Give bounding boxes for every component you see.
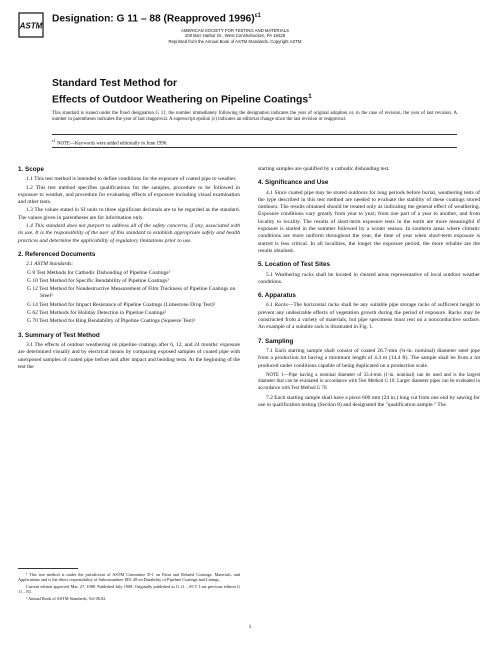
editorial-note xyxy=(52,138,167,147)
section-heading: 3. Summary of Test Method xyxy=(18,331,100,339)
paragraph: 3.1 The effects of outdoor weathering on pipeline coatings after 6, 12, and 24 months' exposure are determined visually and by electrical means by comparing exposed samples of coated pipe with unexposed samples of coated pipe before and after impact and bending tests. At the beginning of the test the xyxy=(18,341,240,370)
paragraph: 4.1 Since coated pipe may be stored outdoors for long periods before burial, weathering tests of the type described in this test method are needed to evaluate the stability of these coatings stored outdoors. The results obtained should be treated only as indicating the general effect of weathering. Exposure conditions vary greatly from year to year; from one part of a year to another, and from locality to locality. The results of short-term exposure tests in the north are more meaningful if exposure is started in the summer followed by a winter season. In southern areas where climatic conditions are more uniform throughout the year, the time of year when short-term exposure is started is less critical. In all localities, the longer the exposure period, the more reliable are the results obtained. xyxy=(258,189,480,254)
section-heading: 5. Location of Test Sites xyxy=(258,261,330,269)
title-line-1: Standard Test Method for xyxy=(52,78,178,89)
designation xyxy=(52,13,261,24)
publisher-line: AMERICAN SOCIETY FOR TESTING AND MATERIALS xyxy=(181,28,289,33)
reference-item: G 62 Test Methods for Holiday Detection in Pipeline Coatings² xyxy=(27,310,167,317)
publisher-block xyxy=(130,28,340,44)
subheading: 2.1 ASTM Standards: xyxy=(26,261,74,268)
section-heading: 6. Apparatus xyxy=(258,292,296,300)
section-heading: 1. Scope xyxy=(18,166,44,173)
paragraph: 7.1 Each starting sample shall consist of coated 26.7-mm (¾-in. nominal) diameter steel pipe from a production lot having a minimum length of 4.4 m (14.4 ft). The sample shall be from a lot produced under conditions capable of being duplicated on a production scale. xyxy=(258,347,480,369)
paragraph-continued: starting samples are qualified by a cathodic disbonding test. xyxy=(258,166,390,172)
paragraph: 5.1 Weathering racks shall be located in cleared areas representative of local outdoor weather conditions. xyxy=(258,271,480,285)
title-line-2 xyxy=(52,91,312,107)
document-title xyxy=(52,78,312,106)
paragraph: 1.4 This standard does not purport to address all of the safety concerns, if any, associated with its use. It is the responsibility of the user of this standard to establish appropriate safety and health practices and determine the applicability of regulatory limitations prior to use. xyxy=(18,223,240,244)
footnotes xyxy=(18,572,240,602)
right-column xyxy=(258,166,480,411)
editorial-note-text: NOTE—Keywords were added editorially in June 1996. xyxy=(55,141,168,147)
reference-item: G 10 Test Method for Specific Bendability of Pipeline Coatings² xyxy=(27,277,169,284)
title-line-2-text: Effects of Outdoor Weathering on Pipeline Coatings xyxy=(52,93,309,105)
footnote-divider xyxy=(18,568,78,569)
footnote: ¹ This test method is under the jurisdiction of ASTM Committee D-1 on Paint and Related Coatings, Materials, and Applications and is the direct responsibility of Subcommittee D01.48 on Durability of Pipeline Coatings and Linings. xyxy=(18,572,240,583)
reference-item: G 12 Test Method for Nondestructive Measurement of Film Thickness of Pipeline Coatings on Steel² xyxy=(27,286,236,300)
editorial-note-sup: ε1 xyxy=(52,138,56,143)
divider xyxy=(52,147,457,148)
paragraph: 7.2 Each starting sample shall have a piece 600 mm (24 in.) long cut from one end by sawing for use in qualification testing (Section 8) and designated the "qualification sample." The xyxy=(258,395,480,409)
logo-text: ASTM xyxy=(19,21,43,31)
publisher-line: 100 Barr Harbor Dr., West Conshohocken, PA 19428 xyxy=(184,33,286,39)
footnote: Current edition approved Mar. 27, 1988. Published July 1988. Originally published as G 11 – 69 T. Last previous edition G 11 – 83. xyxy=(18,583,240,595)
paragraph: 1.3 The values stated in SI units to three significant decimals are to be regarded as the standard. The values given in parentheses are for information only. xyxy=(18,207,240,221)
designation-text: Designation: G 11 – 88 (Reapproved 1996) xyxy=(52,13,255,25)
paragraph xyxy=(258,302,480,331)
note: NOTE 1—Pipe having a nominal diameter of 33.4-mm (1-in. nominal) can be used and is the largest diameter that can be evaluated in accordance with Test Method G 10. Larger diameter pipes can be evaluated in accordance with Test Method G 70. xyxy=(258,372,480,391)
reference-item: G 8 Test Methods for Cathodic Disbonding of Pipeline Coatings² xyxy=(27,269,171,276)
footnote: ² Annual Book of ASTM Standards, Vol 06.02. xyxy=(26,595,107,601)
page-number: 1 xyxy=(248,624,252,630)
astm-logo xyxy=(18,12,44,38)
section-heading: 7. Sampling xyxy=(258,337,294,345)
left-column xyxy=(18,166,240,372)
paragraph: 1.1 This test method is intended to define conditions for the exposure of coated pipe to weather. xyxy=(26,176,237,183)
section-heading: 4. Significance and Use xyxy=(258,179,329,187)
divider xyxy=(52,134,457,135)
reference-item: G 70 Test Method for Ring Bendability of Pipeline Coatings (Squeeze Test)² xyxy=(27,318,196,325)
paragraph-body: —The horizontal racks shall be any suitable pipe storage racks of sufficient height to prevent any undesirable effects of vegetation growth during the period of exposure. Racks may be constructed from a variety of materials, but pipe specimens must rest on a nonconductive surface. An example of a suitable rack is illustrated in Fig. 1. xyxy=(258,302,480,331)
title-sup: 1 xyxy=(308,92,312,100)
designation-sup: ε1 xyxy=(254,13,261,19)
reference-item: G 14 Test Method for Impact Resistance of Pipeline Coatings (Limestone Drop Test)² xyxy=(27,301,216,308)
paragraph-lead: 6.1 Racks xyxy=(266,302,288,309)
section-heading: 2. Referenced Documents xyxy=(18,250,96,258)
issuance-notice: This standard is issued under the fixed designation G 11; the number immediately following the designation indicates the year of original adoption or, in the case of revision, the year of last revision. A number in parentheses indicates the year of last reapproval. A superscript epsilon (ε) indicates an editorial change since the last revision or reapproval. xyxy=(52,111,457,123)
paragraph: 1.2 This test method specifies qualifications for the samples, procedure to be followed in exposure to weather, and procedure for evaluating effects of exposure including visual examination and other tests. xyxy=(18,184,240,206)
publisher-line: Reprinted from the Annual Book of ASTM Standards. Copyright ASTM xyxy=(168,38,302,44)
